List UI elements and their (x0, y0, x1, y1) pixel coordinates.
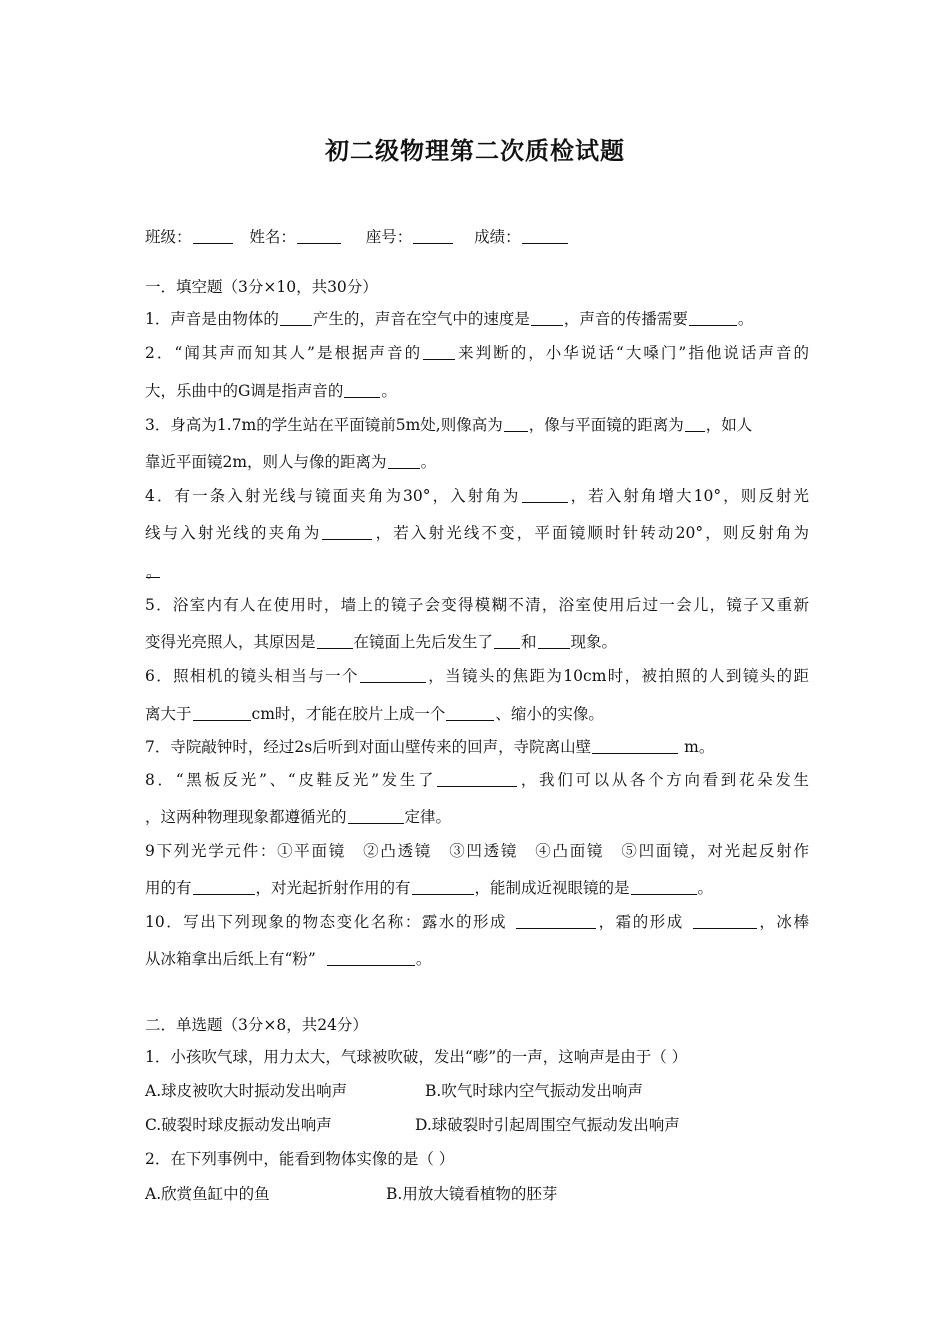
s1-q6-text-a: 6．照相机的镜头相当与一个 (145, 667, 359, 685)
s2-q2-option-a[interactable]: A.欣赏鱼缸中的鱼 (145, 1185, 270, 1203)
s1-q5-line1 (145, 594, 809, 616)
s1-q2-line1 (145, 342, 809, 364)
s1-q6-text-b: ，当镜头的焦距为10cm时，被拍照的人到镜头的距 (426, 667, 809, 685)
s1-q9-text-a: 9下列光学元件：①平面镜 ②凸透镜 ③凹透镜 ④凸面镜 ⑤凹面镜，对光起反射作 (145, 842, 809, 860)
s1-q3-text-b: ，像与平面镜的距离为 (528, 416, 684, 434)
s1-q7 (145, 736, 809, 758)
s1-q7-blank1[interactable] (592, 737, 678, 754)
s2-q1-stem: 1．小孩吹气球，用力太大，气球被吹破，发出“嘭”的一声，这响声是由于（ ） (145, 1048, 688, 1066)
section2-header: 二．单选题（3分×8，共24分） (145, 1016, 368, 1034)
s1-q1-blank2[interactable] (531, 309, 563, 326)
s1-q9-blank2[interactable] (412, 878, 474, 895)
s1-q3-blank3[interactable] (388, 452, 420, 469)
s2-q2-option-b[interactable]: B.用放大镜看植物的胚芽 (386, 1185, 558, 1203)
s1-q3-text-c: ，如人 (705, 416, 753, 434)
s1-q2-text-d: 。 (381, 382, 397, 400)
s2-q2-stem: 2．在下列事例中，能看到物体实像的是（ ） (145, 1150, 455, 1168)
s1-q3-text-d: 靠近平面镜2m，则人与像的距离为 (145, 453, 387, 471)
s1-q1-text-d: 。 (737, 310, 754, 328)
s1-q7-text-b: m。 (684, 738, 715, 756)
s1-q4-text-d: ，若入射光线不变，平面镜顺时针转动20°，则反射角为 (373, 524, 809, 542)
score-blank[interactable] (522, 227, 568, 244)
s1-q4-blank3[interactable] (146, 561, 162, 581)
s1-q3-blank2[interactable] (685, 415, 705, 432)
s1-q10-text-c: ，冰棒 (757, 913, 809, 931)
s1-q10-text-d: 从冰箱拿出后纸上有“粉” (145, 950, 316, 968)
s1-q6-line2 (145, 703, 809, 725)
s1-q8-line1 (145, 769, 809, 791)
score-label: 成绩： (474, 228, 521, 246)
class-blank[interactable] (193, 227, 233, 244)
s1-q8-blank1[interactable] (437, 770, 517, 787)
class-label: 班级： (145, 228, 192, 246)
s1-q4-blank2[interactable] (322, 523, 372, 540)
s1-q9-line1 (145, 840, 809, 862)
s1-q6-line1 (145, 665, 809, 687)
s1-q4-text-a: 4．有一条入射光线与镜面夹角为30°，入射角为 (145, 487, 521, 505)
s1-q1-text-b: 产生的，声音在空气中的速度是 (312, 310, 530, 328)
name-blank[interactable] (297, 227, 341, 244)
s1-q5-text-d: 和 (521, 633, 537, 651)
s1-q1-text-a: 1．声音是由物体的 (145, 310, 279, 328)
s1-q5-blank1[interactable] (317, 632, 353, 649)
s1-q4-text-e: 。 (146, 563, 162, 581)
s2-q1-options-ab (145, 1080, 809, 1102)
s1-q8-blank2[interactable] (348, 807, 404, 824)
student-info-line (145, 226, 809, 248)
s1-q10-blank3[interactable] (327, 949, 415, 966)
s1-q9-text-b: 用的有 (145, 879, 192, 897)
s1-q6-text-c: 离大于 (145, 705, 192, 723)
s1-q10-text-e: 。 (415, 950, 432, 968)
s1-q4-line3 (145, 559, 809, 581)
s1-q4-line1 (145, 485, 809, 507)
s1-q3-blank1[interactable] (504, 415, 528, 432)
page-title: 初二级物理第二次质检试题 (325, 136, 625, 165)
s1-q1-blank3[interactable] (689, 309, 737, 326)
s1-q10-line1 (145, 911, 809, 933)
s1-q8-text-d: 定律。 (404, 808, 452, 826)
s1-q6-blank2[interactable] (193, 704, 251, 721)
s2-q1-option-c[interactable]: C.破裂时球皮振动发出响声 (145, 1116, 332, 1134)
s1-q8-text-b: ，我们可以从各个方向看到花朵发生 (518, 771, 809, 789)
s1-q6-text-d: cm时，才能在胶片上成一个 (251, 705, 446, 723)
s1-q5-text-b: 变得光亮照人，其原因是 (145, 633, 316, 651)
s1-q5-text-e: 现象。 (570, 633, 618, 651)
s2-q1-options-cd (145, 1114, 809, 1136)
s1-q5-line2 (145, 631, 809, 653)
s1-q4-line2 (145, 522, 809, 544)
s1-q6-blank3[interactable] (446, 704, 494, 721)
s1-q3-text-e: 。 (420, 453, 437, 471)
s1-q3-line2 (145, 451, 809, 473)
s1-q10-blank2[interactable] (693, 912, 757, 929)
s1-q3-text-a: 3．身高为1.7m的学生站在平面镜前5m处,则像高为 (145, 416, 503, 434)
s1-q2-blank2[interactable] (344, 381, 380, 398)
s1-q2-text-b: 来判断的，小华说话“大嗓门”指他说话声音的 (456, 344, 809, 362)
s1-q9-text-c: ，对光起折射作用的有 (255, 879, 411, 897)
s2-q1-option-b[interactable]: B.吹气时球内空气振动发出响声 (425, 1082, 643, 1100)
name-label: 姓名： (249, 228, 296, 246)
section1-header: 一．填空题（3分×10，共30分） (145, 278, 378, 296)
s1-q4-text-b: ，若入射角增大10°，则反射光 (568, 487, 809, 505)
s1-q9-text-e: 。 (697, 879, 714, 897)
s1-q2-text-a: 2．“闻其声而知其人”是根据声音的 (145, 344, 423, 362)
s1-q5-blank2[interactable] (494, 632, 520, 649)
s1-q9-text-d: ，能制成近视眼镜的是 (474, 879, 630, 897)
s1-q9-blank1[interactable] (193, 878, 255, 895)
s1-q8-text-a: 8．“黑板反光”、“皮鞋反光”发生了 (145, 771, 437, 789)
s1-q2-line2 (145, 380, 809, 402)
s1-q9-line2 (145, 877, 809, 899)
s1-q5-text-c: 在镜面上先后发生了 (353, 633, 494, 651)
s1-q5-text-a: 5．浴室内有人在使用时，墙上的镜子会变得模糊不清，浴室使用后过一会儿，镜子又重新 (145, 596, 809, 614)
s1-q5-blank3[interactable] (538, 632, 570, 649)
seat-label: 座号： (365, 228, 413, 246)
s1-q10-line2 (145, 948, 809, 970)
s1-q1-blank1[interactable] (280, 309, 312, 326)
s1-q10-text-b: ，霜的形成 (597, 913, 684, 931)
seat-blank[interactable] (413, 227, 453, 244)
s1-q4-text-c: 线与入射光线的夹角为 (145, 524, 322, 542)
s1-q6-blank1[interactable] (360, 666, 426, 683)
s1-q8-line2 (145, 806, 809, 828)
s1-q2-text-c: 大，乐曲中的G调是指声音的 (145, 382, 344, 400)
s1-q3-line1 (145, 414, 809, 436)
s1-q6-text-e: 、缩小的实像。 (495, 705, 604, 723)
s1-q10-blank1[interactable] (516, 912, 596, 929)
s1-q4-blank1[interactable] (522, 486, 568, 503)
s2-q1-option-d[interactable]: D.球破裂时引起周围空气振动发出响声 (415, 1116, 680, 1134)
s1-q7-text-a: 7．寺院敲钟时，经过2s后听到对面山壁传来的回声，寺院离山壁 (145, 738, 592, 756)
s1-q8-text-c: ，这两种物理现象都遵循光的 (145, 808, 347, 826)
s1-q1 (145, 308, 809, 330)
s1-q1-text-c: ，声音的传播需要 (563, 310, 688, 328)
s1-q10-text-a: 10．写出下列现象的物态变化名称：露水的形成 (145, 913, 508, 931)
s1-q9-blank3[interactable] (631, 878, 697, 895)
s1-q2-blank1[interactable] (423, 343, 455, 360)
s2-q1-option-a[interactable]: A.球皮被吹大时振动发出响声 (145, 1082, 348, 1100)
s2-q2-options-ab (145, 1183, 809, 1205)
